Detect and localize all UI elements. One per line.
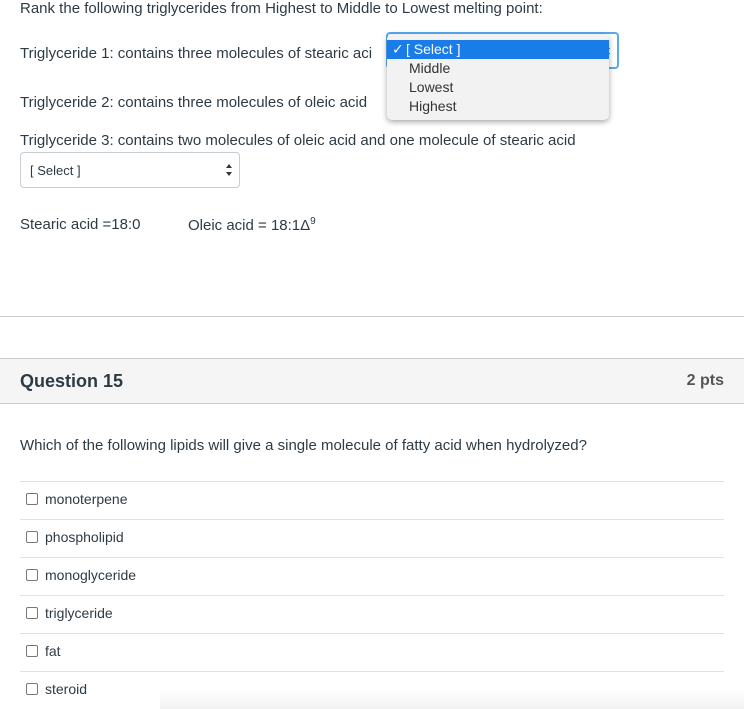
triglyceride-3-text: Triglyceride 3: contains two molecules of oleic acid and one molecule of stearic acid	[20, 132, 576, 149]
dropdown-option-middle[interactable]: Middle	[409, 60, 451, 76]
radio-button[interactable]	[26, 569, 38, 581]
triglyceride-1-text: Triglyceride 1: contains three molecules of stearic aci	[20, 45, 373, 62]
radio-button[interactable]	[26, 683, 38, 695]
dropdown-option-highest[interactable]: Highest	[409, 98, 457, 114]
oleic-acid-notation: Oleic acid = $18:1\Delta^9$	[188, 216, 316, 234]
triglyceride-2-text: Triglyceride 2: contains three molecules of oleic acid	[20, 94, 368, 111]
answer-option[interactable]	[20, 557, 724, 595]
answer-option[interactable]	[20, 519, 724, 557]
triglyceride-3-select-value: [ Select ]	[30, 162, 81, 178]
answer-option[interactable]	[20, 633, 724, 671]
answer-label: monoglyceride	[45, 567, 137, 583]
question-divider	[0, 316, 744, 317]
question-header	[0, 358, 744, 404]
dropdown-option-select[interactable]: ✓ [ Select ]	[387, 40, 609, 59]
answer-option[interactable]	[20, 595, 724, 633]
answer-label: monoterpene	[45, 491, 128, 507]
stearic-acid-notation: Stearic acid =18:0	[20, 216, 141, 233]
triglyceride-3-select[interactable]	[20, 152, 240, 188]
answer-option[interactable]	[20, 481, 724, 519]
check-icon: ✓	[392, 41, 404, 57]
radio-button[interactable]	[26, 645, 38, 657]
question-points: 2 pts	[686, 372, 724, 389]
answer-label: fat	[45, 643, 61, 659]
radio-button[interactable]	[26, 531, 38, 543]
question-text: Which of the following lipids will give a single molecule of fatty acid when hydrolyzed?	[20, 437, 587, 454]
answer-label: phospholipid	[45, 529, 124, 545]
ranking-prompt: Rank the following triglycerides from Highest to Middle to Lowest melting point:	[20, 0, 543, 17]
dropdown-option-lowest[interactable]: Lowest	[409, 79, 454, 95]
answer-label: steroid	[45, 681, 88, 697]
bottom-fade	[160, 690, 744, 709]
triglyceride-1-dropdown[interactable]	[387, 34, 609, 120]
oleic-acid-superscript: 9	[310, 216, 316, 227]
question-title: Question 15	[20, 371, 124, 391]
select-arrows-icon	[225, 163, 233, 177]
radio-button[interactable]	[26, 607, 38, 619]
radio-button[interactable]	[26, 493, 38, 505]
answer-label: triglyceride	[45, 605, 113, 621]
